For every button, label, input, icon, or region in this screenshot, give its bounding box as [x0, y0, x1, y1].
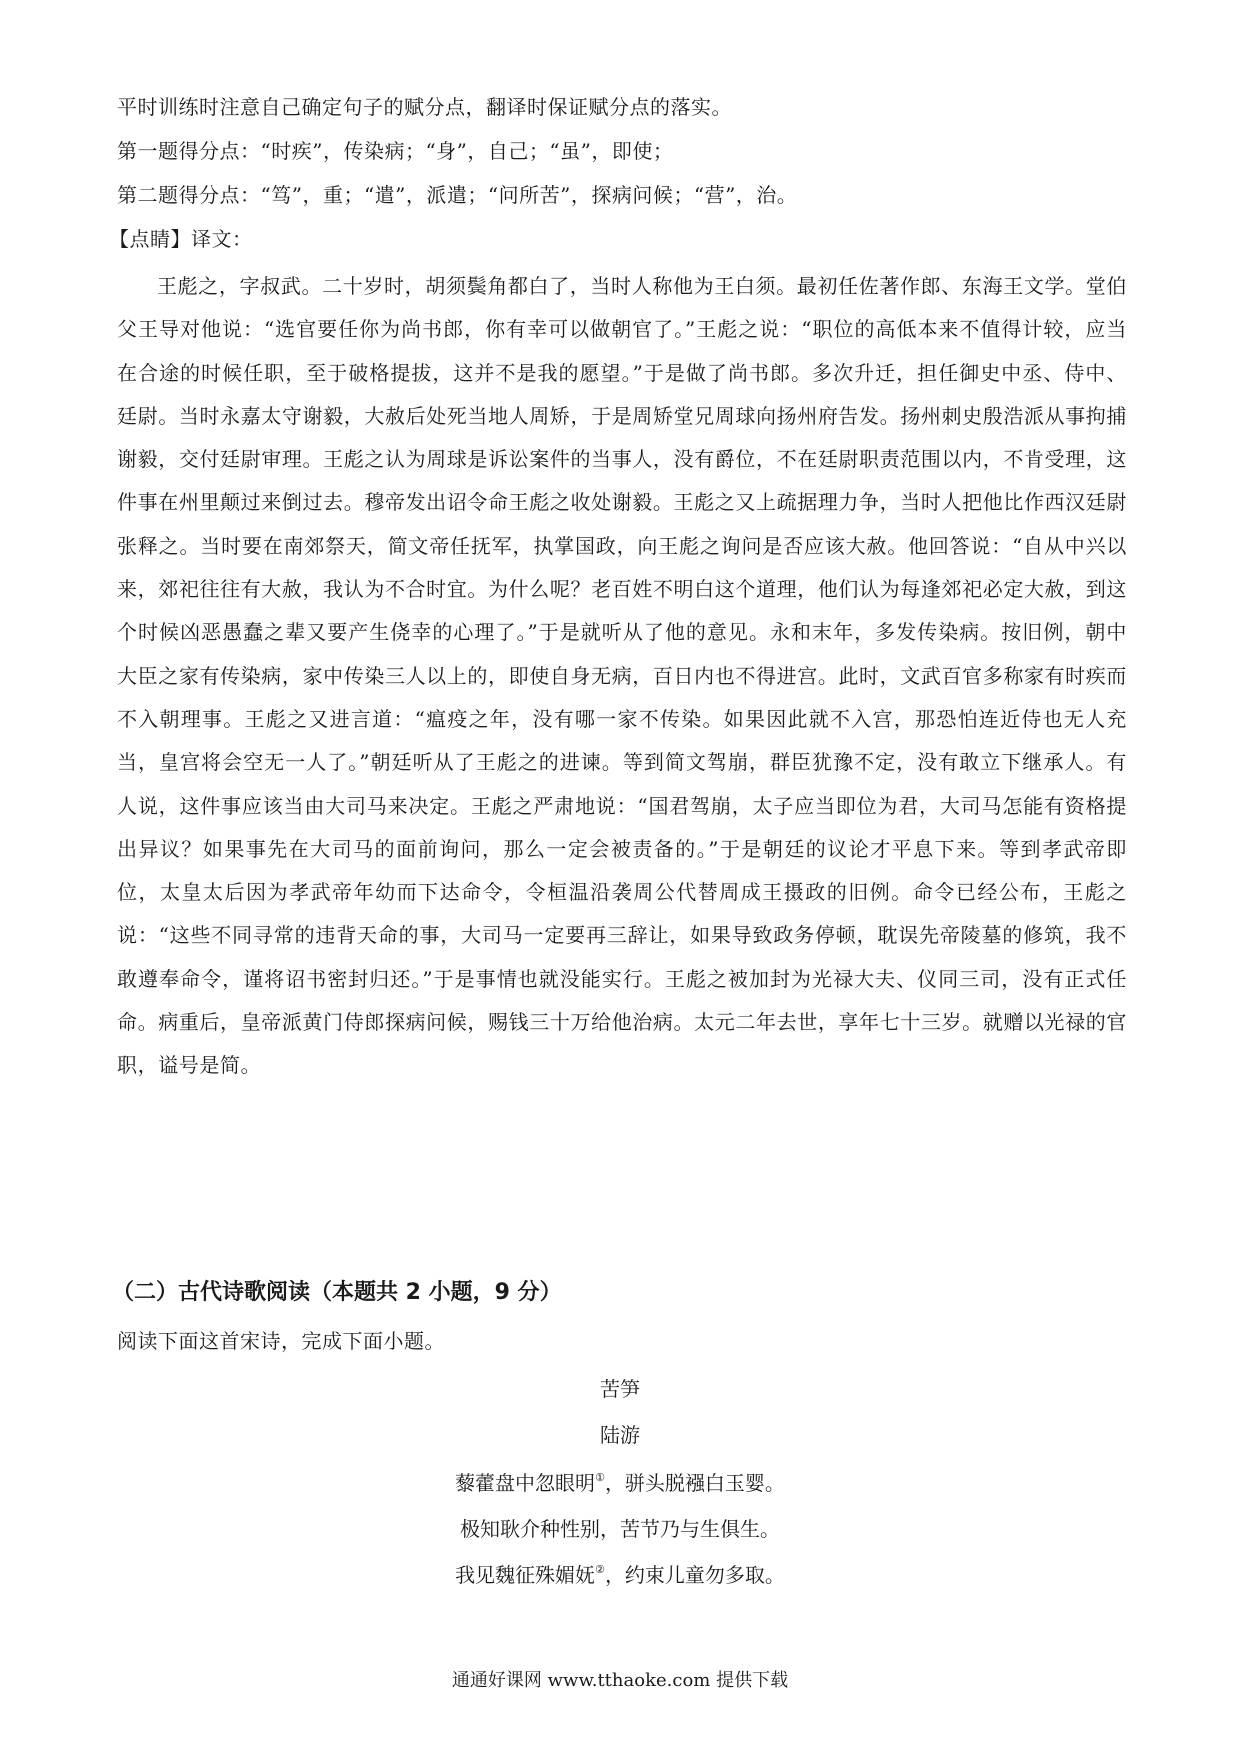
section-instruction: 阅读下面这首宋诗，完成下面小题。 — [117, 1329, 445, 1353]
poem-author: 陆游 — [600, 1423, 640, 1447]
poem-line-1 — [0, 1468, 1240, 1498]
poem-line-3-part-b: ，约束儿童勿多取。 — [604, 1563, 785, 1587]
footnote-marker-2: ② — [595, 1563, 605, 1576]
scoring-tip-line: 平时训练时注意自己确定句子的赋分点，翻译时保证赋分点的落实。 — [117, 95, 732, 119]
poem-line-3-part-a: 我见魏征殊媚妩 — [455, 1563, 596, 1587]
section-heading: （二）古代诗歌阅读（本题共 2 小题，9 分） — [112, 1280, 562, 1305]
footnote-marker-1: ① — [595, 1471, 605, 1484]
translation-paragraph: 王彪之，字叔武。二十岁时，胡须鬓角都白了，当时人称他为王白须。最初任佐著作郎、东海王文学。堂伯父王导对他说：“选官要任你为尚书郎，你有幸可以做朝官了。”王彪之说：“职位的高低本来不值得计较，应当在合途的时候任职，至于破格提拔，这并不是我的愿望。”于是做了尚书郎。多次升迁，担任御史中丞、侍中、廷尉。当时永嘉太守谢毅，大赦后处死当地人周矫，于是周矫堂兄周球向扬州府告发。扬州刺史殷浩派从事拘捕谢毅，交付廷尉审理。王彪之认为周球是诉讼案件的当事人，没有爵位，不在廷尉职责范围以内，不肯受理，这件事在州里颠过来倒过去。穆帝发出诏令命王彪之收处谢毅。王彪之又上疏据理力争，当时人把他比作西汉廷尉张释之。当时要在南郊祭天，简文帝任抚军，执掌国政，向王彪之询问是否应该大赦。他回答说：“自从中兴以来，郊祀往往有大赦，我认为不合时宜。为什么呢？老百姓不明白这个道理，他们认为每逢郊祀必定大赦，到这个时候凶恶愚蠢之辈又要产生侥幸的心理了。”于是就听从了他的意见。永和末年，多发传染病。按旧例，朝中大臣之家有传染病，家中传染三人以上的，即使自身无病，百日内也不得进宫。此时，文武百官多称家有时疾而不入朝理事。王彪之又进言道：“瘟疫之年，没有哪一家不传染。如果因此就不入宫，那恐怕连近侍也无人充当，皇宫将会空无一人了。”朝廷听从了王彪之的进谏。等到简文驾崩，群臣犹豫不定，没有敢立下继承人。有人说，这件事应该当由大司马来决定。王彪之严肃地说：“国君驾崩，太子应当即位为君，大司马怎能有资格提出异议？如果事先在大司马的面前询问，那么一定会被责备的。”于是朝廷的议论才平息下来。等到孝武帝即位，太皇太后因为孝武帝年幼而下达命令，令桓温沿袭周公代替周成王摄政的旧例。命令已经公布，王彪之说：“这些不同寻常的违背天命的事，大司马一定要再三辞让，如果导致政务停顿，耽误先帝陵墓的修筑，我不敢遵奉命令，谨将诏书密封归还。”于是事情也就没能实行。王彪之被加封为光禄大夫、仪同三司，没有正式任命。病重后，皇帝派黄门侍郎探病问候，赐钱三十万给他治病。太元二年去世，享年七十三岁。就赠以光禄的官职，谥号是简。 — [117, 274, 1127, 1078]
poem-line-3 — [0, 1560, 1240, 1590]
page-footer: 通通好课网 www.tthaoke.com 提供下载 — [451, 1670, 789, 1691]
question-two-points: 第二题得分点：“笃”，重；“遣”，派遣；“问所苦”，探病问候；“营”，治。 — [117, 183, 798, 207]
poem-title: 苦笋 — [600, 1377, 640, 1401]
poem-line-1-part-b: ，骈头脱襁白玉婴。 — [604, 1471, 785, 1495]
poem-line-2: 极知耿介种性别，苦节乃与生俱生。 — [460, 1517, 780, 1541]
dianjing-label: 【点睛】译文： — [109, 227, 253, 251]
question-one-points: 第一题得分点：“时疾”，传染病；“身”，自己；“虽”，即使； — [117, 139, 674, 163]
poem-line-1-part-a: 藜藿盘中忽眼明 — [455, 1471, 596, 1495]
